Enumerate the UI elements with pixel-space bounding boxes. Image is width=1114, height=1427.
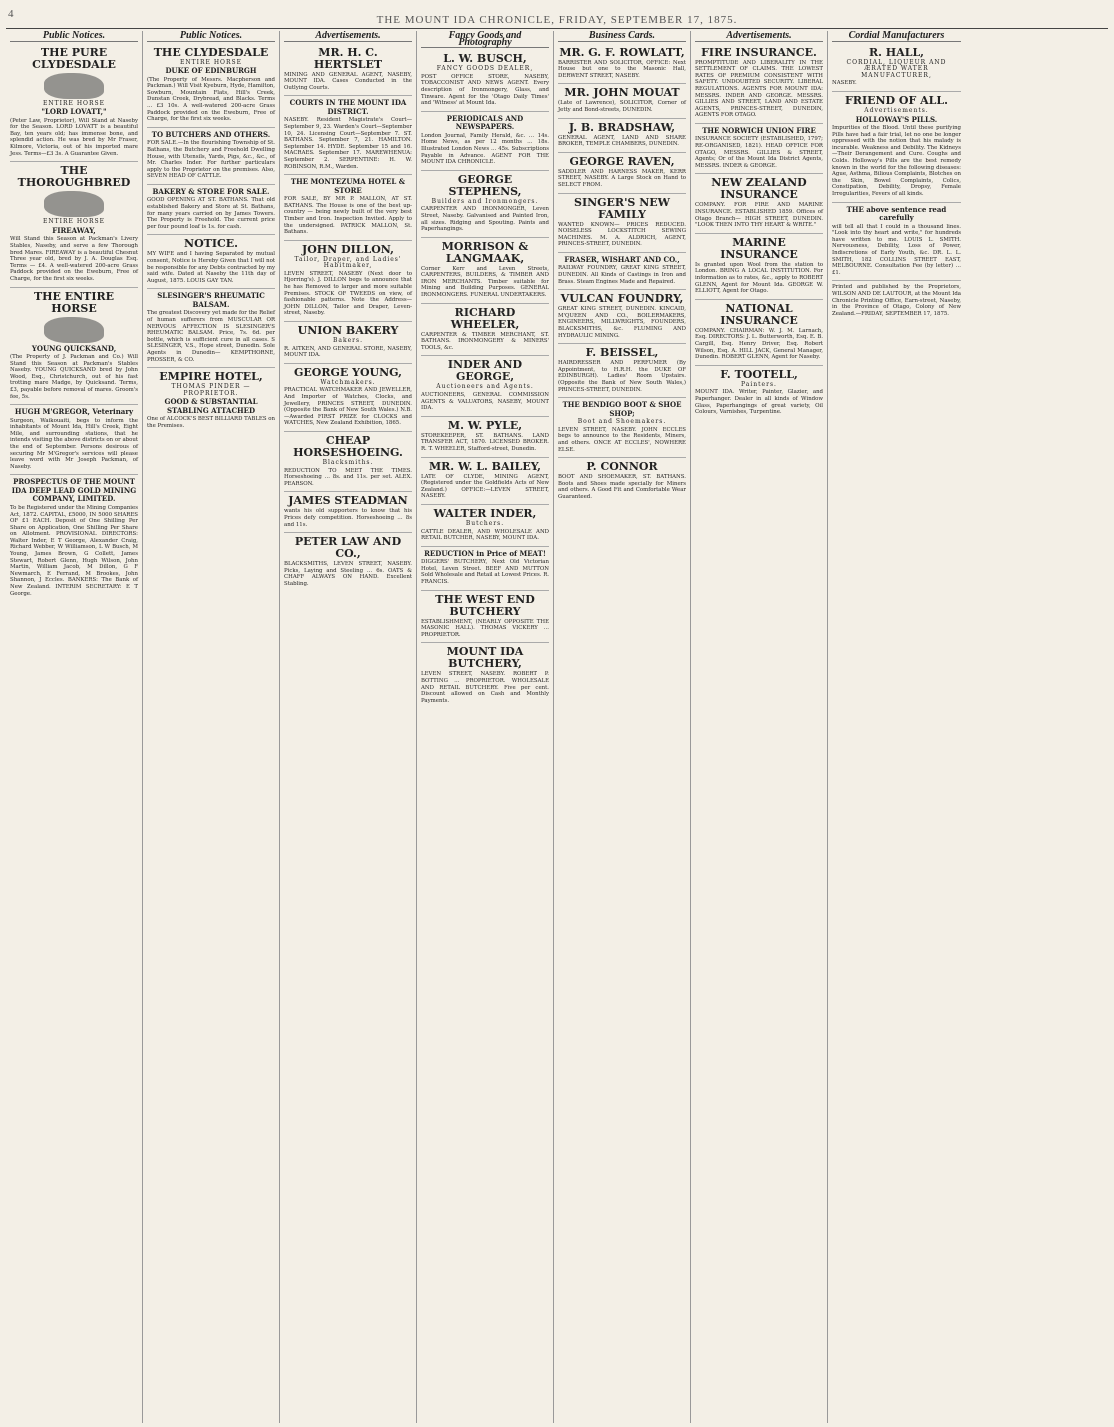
- ad-body: MY WIFE and I having Separated by mutual consent, Notice is Hereby Given that I will not be responsible for any Debts contracted by my said wife. Dated at Naseby the 11th day of August, 1875. LOUIS GAY TAN.: [147, 251, 275, 284]
- ad-body: NASEBY.: [832, 80, 857, 87]
- ad-body: Surgeon, Waikouaiti, begs to inform the inhabitants of Mount Ida, Hill's Creek, Eight Mile, and surrounding stations, that he intends visiting the above districts on or about the end of September. Persons desirous of securing Mr M'Gregor's services will please leave word with Mr Joseph Packman, of Naseby.: [10, 417, 138, 470]
- page-number: 4: [8, 8, 15, 20]
- ad-body: RAILWAY FOUNDRY, GREAT KING STREET, DUNEDIN. All Kinds of Castings in Iron and Brass. Steam Engines Made and Repaired.: [558, 265, 686, 285]
- ad-body: WANTED KNOWN— PRICES REDUCED. NOISELESS LOCKSTITCH SEWING MACHINES. M. A. ALDRICH, AGENT, PRINCES-STREET, DUNEDIN.: [558, 221, 686, 248]
- advertisement: [284, 241, 412, 322]
- ad-name: "LORD LOVATT,": [41, 107, 107, 117]
- advertisement: [832, 92, 961, 203]
- advertisement: [147, 368, 275, 433]
- ad-title: THE CLYDESDALE: [153, 45, 269, 59]
- advertisement: [284, 364, 412, 432]
- ad-body: (The Property of J. Packman and Co.) Will Stand this Season at Packman's Stables Naseby. YOUNG QUICKSAND bred by John Wood, Esq., Christchurch, out of his fast trotting mare Madge, by Quicksand. Terms, £3, payable before removal of mares. Groom's fee, 5s.: [10, 354, 138, 400]
- ad-title: FRIEND OF ALL.: [845, 93, 948, 107]
- ad-body: LEVEN STREET, NASEBY. ROBERT P. BOTTING … PROPRIETOR. WHOLESALE AND RETAIL BUTCHERY. Five per cent. Discount allowed on Cash and Monthly Payments.: [421, 671, 549, 704]
- ad-body: (Peter Law, Proprietor), Will Stand at Naseby for the Season. LORD LOVATT is a beautiful Bay, ten years old; has immense bone, and splendid action. He was bred by Mr Fraser, Kilmore, Victoria, out of his imported mare Jess. Terms—£3 3s. A Guarantee Given.: [10, 117, 138, 157]
- ad-body: LEVEN STREET, NASEBY. JOHN ECCLES begs to announce to the Residents, Miners, and others. ONCE AT ECCLES', NOWHERE ELSE.: [558, 426, 686, 453]
- advertisement: [284, 44, 412, 97]
- ad-body: FOR SALE, BY MR P. MALLON, AT ST. BATHANS. The House is one of the best up-country — being newly built of the very best Timber and Iron. Inspection Invited. Apply to the undersigned. PATRICK MALLON, St. Bathans.: [284, 196, 412, 236]
- advertisement: [10, 44, 138, 163]
- ad-body: NASEBY. Resident Magistrate's Court—September 9, 23. Warden's Court—September 10, 24. Licensing Court—September 7. ST. BATHANS. September 7, 21. HAMILTON. September 14. HYDE. September 15 and 16. MACRAES. September 17. MAREWHENUA: September 2. SERPENTINE: H. W. ROBINSON, R.M., Warden.: [284, 117, 412, 170]
- ad-body: HAIRDRESSER AND PERFUMER (By Appointment, to H.R.H. the DUKE OF EDINBURGH). Ladies' Room Upstairs. (Opposite the Bank of New South Wales,) PRINCES-STREET, DUNEDIN.: [558, 360, 686, 393]
- ad-body: BARRISTER AND SOLICITOR, OFFICE: Next House but one to the Masonic Hall, DERWENT STREET, NASEBY.: [558, 59, 686, 79]
- ad-body: FOR SALE.—In the flourishing Township of St. Bathans, the Butchery and Freehold Dwelling House, with Utensils, Yards, Pigs, &c., &c., of Mr. Charles Inder. For further particulars apply to the Proprietor on the premises. Also, SEVEN HEAD OF CATTLE.: [147, 140, 275, 180]
- advertisement: [10, 475, 138, 601]
- ad-body: (Late of Lawrence), SOLICITOR, Corner of Jetty and Bond-streets, DUNEDIN.: [558, 100, 686, 113]
- column-7: [828, 31, 965, 1423]
- ad-body: Printed and published by the Proprietors, WILSON AND DE LAUTOUR, at the Mount Ida Chronicle Printing Office, Earn-street, Naseby, in the Province of Otago, Colony of New Zealand.—FRIDAY, SEPTEMBER 17, 1875.: [832, 284, 961, 317]
- advertisement: [558, 398, 686, 458]
- advertisement: [832, 203, 961, 282]
- ad-subtitle: Painters.: [741, 380, 777, 388]
- advertisement: [558, 194, 686, 253]
- advertisement: [147, 185, 275, 235]
- ad-subtitle: ENTIRE HORSE: [180, 58, 242, 66]
- column-6: [691, 31, 828, 1423]
- ad-title: P. CONNOR: [586, 460, 658, 474]
- ad-body: AUCTIONEERS, GENERAL COMMISSION AGENTS & VALUATORS, NASEBY, MOUNT IDA.: [421, 392, 549, 412]
- ad-title: JAMES STEADMAN: [288, 494, 408, 508]
- ad-title: L. W. BUSCH,: [443, 52, 527, 66]
- column-4: [417, 31, 554, 1423]
- advertisement: [147, 44, 275, 128]
- advertisement: [695, 366, 823, 420]
- column-heading: Advertisements.: [284, 31, 412, 42]
- ad-body: COMPANY. FOR FIRE AND MARINE INSURANCE. ESTABLISHED 1859. Offices of Otago Branch— HIGH STREET, DUNEDIN. "LOOK THEN INTO THY HEART & WRITE.": [695, 202, 823, 229]
- ad-title: THE MONTEZUMA HOTEL & STORE: [290, 177, 406, 195]
- ad-subtitle: Watchmakers.: [320, 378, 376, 386]
- horse-illustration: [44, 317, 104, 343]
- ad-subtitle: Auctioneers and Agents.: [436, 383, 534, 391]
- advertisement: [147, 128, 275, 185]
- ad-body: LEVEN STREET, NASEBY (Next door to Hjorring's). J. DILLON begs to announce that he has Removed to larger and more suitable Premises. STOCK OF TWEEDS on view, of fashionable patterns. Note the Address— JOHN DILLON, Tailor and Draper, Leven-street, Naseby.: [284, 270, 412, 317]
- advertisement: [558, 44, 686, 85]
- ad-subtitle: THOMAS PINDER — PROPRIETOR.: [171, 383, 251, 397]
- ad-title: THE THOROUGHBRED: [17, 164, 131, 190]
- advertisement: [421, 171, 549, 238]
- advertisement: [284, 492, 412, 533]
- advertisement: [147, 289, 275, 368]
- advertisement: [695, 234, 823, 300]
- ad-title: INDER AND GEORGE,: [447, 358, 523, 384]
- ad-title: R. HALL,: [868, 45, 925, 59]
- advertisement: [558, 119, 686, 153]
- ad-title: F. BEISSEL,: [585, 346, 659, 360]
- advertisement: [421, 238, 549, 304]
- ad-title: MR. H. C. HERTSLET: [313, 45, 383, 71]
- ad-title: MR. G. F. ROWLATT,: [559, 45, 685, 59]
- ad-title: COURTS IN THE MOUNT IDA DISTRICT.: [289, 98, 407, 116]
- ad-subtitle: Bakers.: [332, 337, 364, 345]
- advertisement: [695, 124, 823, 174]
- ad-title: J. B. BRADSHAW,: [568, 120, 676, 134]
- ad-title: JOHN DILLON,: [302, 242, 394, 256]
- masthead-title: THE MOUNT IDA CHRONICLE, FRIDAY, SEPTEMBER 17, 1875.: [376, 14, 738, 26]
- ad-title: THE PURE CLYDESDALE: [32, 45, 116, 71]
- ad-subtitle: Boot and Shoemakers.: [577, 418, 667, 426]
- ad-title: EMPIRE HOTEL,: [159, 370, 263, 384]
- ad-body: REDUCTION TO MEET THE TIMES. Horseshoeing … 8s. and 11s. per set. ALEX. PEARSON.: [284, 467, 412, 487]
- ad-body: INSURANCE SOCIETY (ESTABLISHED, 1797; RE-ORGANISED, 1821). HEAD OFFICE FOR OTAGO, MESSRS. GILLIES & STREET, Agents; Or of the Mount Ida District Agents, MESSRS. INDER & GEORGE.: [695, 136, 823, 169]
- ad-title: NOTICE.: [184, 237, 238, 251]
- ad-body: STOREKEEPER, ST. BATHANS. LAND TRANSFER ACT, 1870. LICENSED BROKER. R. T. WHEELER, Stafford-street, Dunedin.: [421, 432, 549, 452]
- advertisement: [284, 533, 412, 591]
- ad-subtitle: CORDIAL, LIQUEUR AND ÆRATED WATER MANUFACTURER,: [846, 58, 947, 79]
- advertisement: [832, 44, 961, 92]
- ad-name: YOUNG QUICKSAND,: [31, 343, 117, 353]
- ad-title: BAKERY & STORE FOR SALE.: [152, 186, 270, 196]
- ad-body: DIGGERS' BUTCHERY, Next Old Victorian Hotel, Leven Street. BEEF AND MUTTON Sold Wholesale and Retail at Lowest Prices. R. FRANCIS.: [421, 559, 549, 586]
- advertisement: [10, 405, 138, 475]
- ad-title: THE NORWICH UNION FIRE: [702, 125, 816, 135]
- advertisement: [284, 432, 412, 492]
- ad-subtitle: FANCY GOODS DEALER,: [436, 65, 534, 73]
- column-1: [6, 31, 143, 1423]
- ad-title: THE BENDIGO BOOT & SHOE SHOP;: [562, 400, 682, 418]
- advertisement: [10, 288, 138, 406]
- ad-body: Corner Kerr and Leven Streets, CARPENTERS, BUILDERS, & TIMBER AND IRON MERCHANTS. Timber suitable for Mining and Building Purposes. GENERAL IRONMONGERS. FUNERAL UNDERTAKERS.: [421, 265, 549, 299]
- advertisement: [284, 96, 412, 175]
- ad-body: GREAT KING STREET, DUNEDIN. KINCAID, M'QUEEN AND CO., BOILERMAKERS, ENGINEERS, MILLWRIGHTS, FOUNDERS, BLACKSMITHS, &c. FLUMING AND HYDRAULIC MINING.: [558, 306, 686, 339]
- column-2: [143, 31, 280, 1423]
- advertisement: [421, 304, 549, 357]
- ad-body: CATTLE DEALER, AND WHOLESALE AND RETAIL BUTCHER, NASEBY, MOUNT IDA.: [421, 528, 549, 542]
- horse-illustration: [44, 73, 104, 99]
- header-rule: [6, 28, 1108, 29]
- ad-title: GEORGE YOUNG,: [293, 365, 403, 379]
- column-5: [554, 31, 691, 1423]
- ad-title: SLESINGER'S RHEUMATIC BALSAM.: [157, 291, 265, 309]
- ad-title: THE above sentence read carefully: [846, 204, 947, 223]
- advertisement: [421, 547, 549, 591]
- ad-title: FIRE INSURANCE.: [701, 45, 817, 59]
- ad-name: GOOD & SUBSTANTIAL STABLING ATTACHED: [164, 397, 258, 415]
- column-heading: Business Cards.: [558, 31, 686, 42]
- ad-title: TO BUTCHERS AND OTHERS.: [151, 129, 271, 139]
- advertisement: [421, 417, 549, 458]
- ad-subtitle: Butchers.: [465, 519, 505, 527]
- ad-title: PROSPECTUS OF THE MOUNT IDA DEEP LEAD GOLD MINING COMPANY, LIMITED.: [11, 477, 137, 504]
- advertisement: [558, 344, 686, 398]
- advertisement: [558, 253, 686, 290]
- advertisement: [147, 235, 275, 289]
- ad-body: R. AITKEN, AND GENERAL STORE, NASEBY, MOUNT IDA.: [284, 345, 412, 359]
- ad-body: GOOD OPENING AT ST. BATHANS. That old established Bakery and Store at St. Bathans, for many years carried on by James Towers. The Property is Freehold. The current price per four pound loaf is 1s. for cash.: [147, 197, 275, 230]
- ad-body: POST OFFICE STORE, NASEBY, TOBACCONIST AND NEWS AGENT. Every description of Ironmongery, Glass, and Tinware. Agent for the 'Otago Daily Times' and 'Witness' at Mount Ida.: [421, 73, 549, 107]
- masthead: [0, 8, 1114, 28]
- ad-body: The greatest Discovery yet made for the Relief of human sufferers from MUSCULAR OR NERVOUS AFFECTION IS SLESINGER'S RHEUMATIC BALSAM. Price, 7s. 6d. per bottle, which is sufficient cure in all cases. S SLESINGER, V.S., Hope street, Dunedin. Sole Agents in Dunedin— KEMPTHORNE, PROSSER, & CO.: [147, 310, 275, 363]
- ad-body: ESTABLISHMENT, (NEARLY OPPOSITE THE MASONIC HALL). THOMAS VICKERY … PROPRIETOR.: [421, 618, 549, 638]
- ad-body: (The Property of Messrs. Macpherson and Packman.) Will Visit Kyeburn, Hyde, Hamilton, Sowburn, Mountain Flats, Hill's Creek, Dunstan Creek, Drybread, and Blacks. Terms … £3 10s. A well-watered 200-acre Grass Paddock provided on the Eweburn, Free of Charge, for the first six weeks.: [147, 76, 275, 123]
- column-3: [280, 31, 417, 1423]
- ad-name: DUKE OF EDINBURGH: [165, 66, 257, 76]
- ad-title: M. W. PYLE,: [447, 418, 523, 432]
- advertisement: [284, 175, 412, 241]
- ad-subtitle: Blacksmiths.: [322, 458, 374, 466]
- ad-subtitle: Tailor, Draper, and Ladies' Habitmaker,: [294, 255, 402, 270]
- advertisement: [695, 300, 823, 366]
- ad-body: Is granted upon Wool from the station to London. BRING A LOCAL INSTITUTION. For information as to rates, &c., apply to ROBERT GLENN, Agent for Mount Ida. GEORGE W. ELLIOTT, Agent for Otago.: [695, 261, 823, 295]
- ad-body: BLACKSMITHS, LEVEN STREET, NASEBY. Picks, Laying and Steeling … 6s. OATS & CHAFF ALWAYS ON HAND. Excellent Stabling.: [284, 561, 412, 587]
- ad-title: SINGER'S NEW FAMILY: [574, 195, 670, 221]
- ad-title: HUGH M'GREGOR, Veterinary: [14, 407, 134, 417]
- ad-subtitle: Advertisements.: [864, 106, 929, 114]
- ad-title: THE WEST END BUTCHERY: [435, 592, 535, 618]
- column-heading: Cordial Manufacturers: [832, 31, 961, 42]
- advertisement: [421, 643, 549, 708]
- ad-body: CARPENTER & TIMBER MERCHANT, ST. BATHANS. IRONMONGERY & MINERS' TOOLS, &c.: [421, 331, 549, 351]
- advertisement: [695, 44, 823, 124]
- ad-body: London Journal, Family Herald, &c. … 14s. Home News, as per 12 months … 18s. Illustrated London News … 45s. Subscriptions Payable in Advance. AGENT FOR THE MOUNT IDA CHRONICLE.: [421, 132, 549, 166]
- ad-body: PRACTICAL WATCHMAKER AND JEWELLER, And Importer of Watches, Clocks, and Jewellery, PRINCES STREET, DUNEDIN. (Opposite the Bank of New South Wales.) N.B.—Awarded FIRST PRIZE for CLOCKS and WATCHES, New Zealand Exhibition, 1865.: [284, 387, 412, 427]
- ad-title: MR. JOHN MOUAT: [564, 86, 680, 100]
- ad-title: MOUNT IDA BUTCHERY,: [446, 645, 524, 671]
- ad-body: will tell all that I could in a thousand lines. "Look into thy heart and write," for hundreds have written to me. LOUIS L. SMITH. Nervousness, Debility, Loss of Power, Indiscretions of Early Youth, &c. DR. L. L. SMITH, 182 COLLINS STREET EAST, MELBOURNE. Consultation Fee (by letter) … £1.: [832, 223, 961, 276]
- column-heading: Advertisements.: [695, 31, 823, 42]
- ad-title: MR. W. L. BAILEY,: [428, 459, 542, 473]
- ad-body: SADDLER AND HARNESS MAKER, KERR STREET, NASEBY. A Large Stock on Hand to SELECT FROM.: [558, 168, 686, 188]
- ad-body: To be Registered under the Mining Companies Act, 1872. CAPITAL, £5000, IN 5000 SHARES OF £1 EACH. Deposit of One Shilling Per Share on Application, One Shilling Per Share on Allotment. PROVISIONAL DIRECTORS: Walter Inder, E T George, Alexander Craig, Richard Webber, W Williamson, L W Busch, M Young, James Brown, G Collett, James Stewart, Robert Glenn, Hugh Wilson, John Martin, William Jacob, M Dillon, G F Newmarch, E Ferrand, M Brookes, John Shannon, J Eccles. BANKERS: The Bank of New Zealand. INTERIM SECRETARY: E T George.: [10, 504, 138, 597]
- advertisement: [832, 281, 961, 321]
- ad-subtitle: ENTIRE HORSE: [43, 99, 105, 107]
- ad-body: LATE OF CLYDE, MINING AGENT, (Registered under the Goldfields Acts of New Zealand.) OFFICE:—LEVEN STREET, NASEBY.: [421, 473, 549, 500]
- advertisement: [558, 84, 686, 118]
- ad-title: UNION BAKERY: [297, 324, 399, 338]
- ad-name: HOLLOWAY'S PILLS.: [855, 114, 938, 124]
- ad-body: One of ALCOCK'S BEST BILLIARD TABLES on the Premises.: [147, 416, 275, 429]
- ad-title: MORRISON & LANGMAAK,: [441, 239, 529, 265]
- ad-title: WALTER INDER,: [433, 506, 537, 520]
- ad-title: CHEAP HORSESHOEING.: [293, 433, 403, 459]
- columns: [6, 31, 1108, 1423]
- column-heading: Public Notices.: [147, 31, 275, 42]
- ad-body: wants his old supporters to know that his Prices defy competition. Horseshoeing … 8s and 11s.: [284, 508, 412, 528]
- advertisement: [421, 505, 549, 547]
- ad-title: GEORGE STEPHENS,: [448, 172, 522, 198]
- ad-subtitle: ENTIRE HORSE: [43, 218, 105, 226]
- advertisement: [421, 591, 549, 644]
- ad-title: PERIODICALS AND NEWSPAPERS.: [446, 113, 524, 132]
- ad-body: GENERAL AGENT, LAND AND SHARE BROKER, TEMPLE CHAMBERS, DUNEDIN.: [558, 134, 686, 148]
- ad-title: F. TOOTELL,: [720, 367, 798, 381]
- advertisement: [558, 153, 686, 194]
- advertisement: [695, 174, 823, 233]
- advertisement: [284, 322, 412, 364]
- advertisement: [10, 162, 138, 287]
- ad-subtitle: Builders and Ironmongers.: [431, 197, 539, 205]
- ad-title: NATIONAL INSURANCE: [720, 301, 798, 327]
- ad-title: RICHARD WHEELER,: [450, 305, 520, 331]
- ad-title: VULCAN FOUNDRY,: [560, 292, 684, 306]
- column-heading: Fancy Goods and Photography: [421, 31, 549, 48]
- advertisement: [421, 50, 549, 112]
- ad-body: BOOT AND SHOEMAKER, ST. BATHANS. Boots and Shoes made specially for Miners and others. A Good Fit and Comfortable Wear Guaranteed.: [558, 474, 686, 500]
- ad-title: NEW ZEALAND INSURANCE: [711, 176, 807, 202]
- ad-title: PETER LAW AND CO.,: [294, 535, 402, 561]
- advertisement: [421, 458, 549, 505]
- column-heading: Public Notices.: [10, 31, 138, 42]
- ad-title: THE ENTIRE HORSE: [33, 289, 115, 315]
- advertisement: [558, 458, 686, 504]
- ad-title: GEORGE RAVEN,: [569, 154, 675, 168]
- ad-body: MOUNT IDA. Writer, Painter, Glazier, and Paperhanger. Dealer in all kinds of Window Glass, Paperhangings of great variety, Oil Colours, Varnishes, Turpentine.: [695, 389, 823, 416]
- ad-title: MARINE INSURANCE: [720, 235, 798, 261]
- ad-body: COMPANY. CHAIRMAN: W. J. M. Larnach, Esq. DIRECTORS: J. L. Butterworth, Esq. E. B. Cargill, Esq. Henry Driver, Esq. Robert Wilson, Esq. A. HILL JACK, General Manager, Dunedin. ROBERT GLENN, Agent for Naseby.: [695, 327, 823, 361]
- ad-name: FIREAWAY,: [52, 225, 96, 235]
- advertisement: [558, 290, 686, 344]
- ad-body: CARPENTER AND IRONMONGER, Leven Street, Naseby. Galvanised and Painted Iron, all sizes. Ridging and Spouting. Paints and Paperhangings.: [421, 206, 549, 233]
- ad-body: PROMPTITUDE AND LIBERALITY IN THE SETTLEMENT OF CLAIMS. THE LOWEST RATES OF PREMIUM CONSISTENT WITH SAFETY. UNDOUBTED SECURITY. LIBERAL REGULATIONS. AGENTS FOR MOUNT IDA: MESSRS. INDER AND GEORGE. MESSRS. GILLIES AND STREET, LAND AND ESTATE AGENTS, PRINCES-STREET, DUNEDIN, AGENTS FOR OTAGO.: [695, 59, 823, 119]
- ad-title: FRASER, WISHART AND CO.,: [564, 254, 680, 264]
- ad-body: MINING AND GENERAL AGENT, NASEBY, MOUNT IDA. Cases Conducted in the Outlying Courts.: [284, 71, 412, 91]
- ad-body: Impurities of the Blood. Until these purifying Pills have had a fair trial, let no one be longer oppressed with the notion that his malady is incurable. Weakness and Debility. The Kidneys—Their Derangement and Cure. Coughs and Colds. Holloway's Pills are the best remedy known in the world for the following diseases: Ague, Asthma, Bilious Complaints, Blotches on the Skin, Bowel Complaints, Colics, Constipation, Debility, Dropsy, Female Irregularities, Fevers of all kinds.: [832, 125, 961, 197]
- advertisement: [421, 112, 549, 171]
- ad-title: REDUCTION in Price of MEAT!: [424, 548, 546, 558]
- horse-illustration: [44, 191, 104, 217]
- advertisement: [421, 356, 549, 416]
- ad-body: Will Stand this Season at Packman's Livery Stables, Naseby, and serve a few Thorough bred Mares. FIREAWAY is a beautiful Chesnut Three year old, bred by J. A. Douglas Esq. Terms — £4. A well-watered 200-acre Grass Paddock provided on the Eweburn, Free of Charge, for the first six weeks.: [10, 236, 138, 282]
